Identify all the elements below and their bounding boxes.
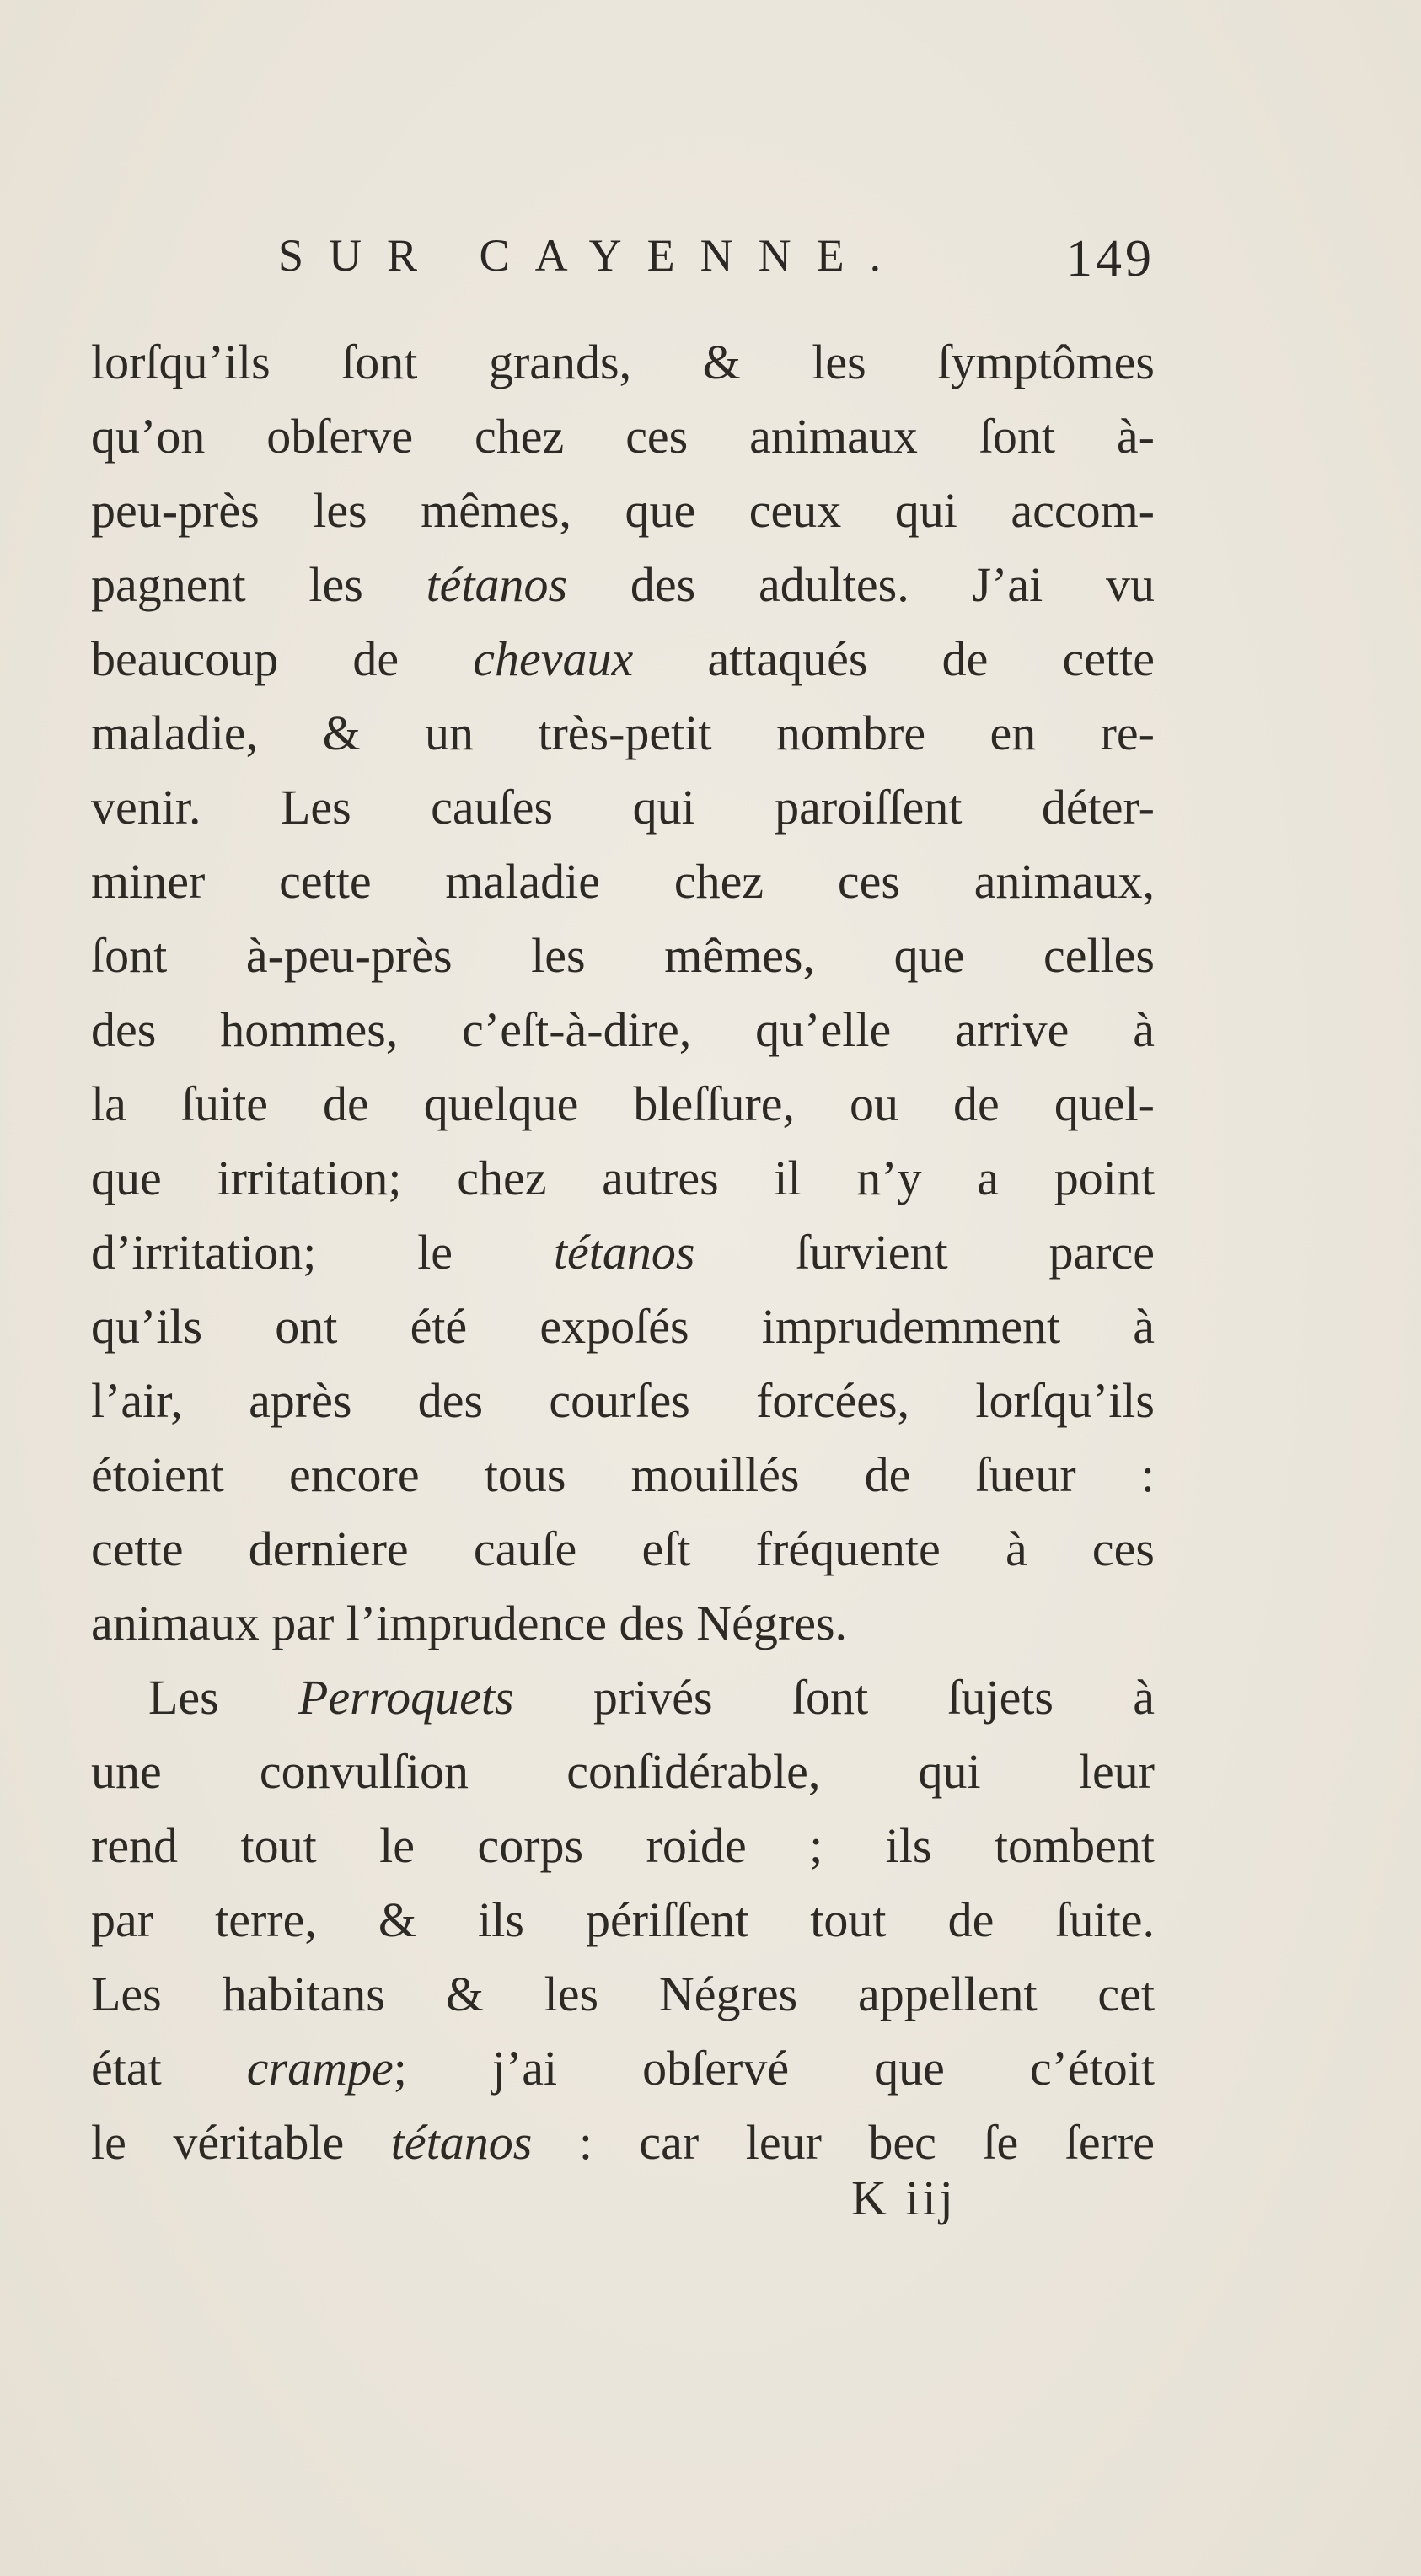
page-number: 149 <box>1066 230 1155 287</box>
text-segment: par terre, & ils périſſent tout de ſuite. <box>91 1892 1155 1947</box>
text-line <box>91 1661 1155 1735</box>
text-line <box>91 1067 1155 1141</box>
text-line <box>91 474 1155 548</box>
italic-term: crampe <box>246 2041 394 2096</box>
text-line <box>91 325 1155 400</box>
text-segment: cette derniere cauſe eſt fréquente à ces <box>91 1521 1155 1576</box>
text-line <box>91 1364 1155 1438</box>
text-line <box>91 2106 1155 2180</box>
text-line <box>91 2031 1155 2106</box>
text-segment: que irritation; chez autres il n’y a point <box>91 1151 1155 1205</box>
text-line <box>91 1586 1155 1661</box>
running-title: SUR CAYENNE. <box>278 230 907 281</box>
text-line <box>91 1735 1155 1809</box>
text-segment: qu’on obſerve chez ces animaux ſont à- <box>91 409 1155 464</box>
text-line <box>91 919 1155 993</box>
italic-term: tétanos <box>390 2115 533 2170</box>
text-segment: une convulſion conſidérable, qui leur <box>91 1744 1155 1799</box>
italic-term: chevaux <box>473 631 634 686</box>
text-line <box>91 1290 1155 1364</box>
text-segment: la ſuite de quelque bleſſure, ou de quel- <box>91 1076 1155 1131</box>
page-header <box>278 229 1155 314</box>
text-line <box>91 1883 1155 1957</box>
text-segment: animaux par l’imprudence des Négres. <box>91 1596 848 1650</box>
text-segment: privés ſont ſujets à <box>513 1670 1155 1725</box>
italic-term: tétanos <box>553 1225 695 1280</box>
text-segment: miner cette maladie chez ces animaux, <box>91 854 1155 909</box>
text-segment: Les habitans & les Négres appellent cet <box>91 1967 1155 2021</box>
text-line <box>91 1216 1155 1290</box>
text-segment: d’irritation; le <box>91 1225 554 1280</box>
text-segment: qu’ils ont été expoſés imprudemment à <box>91 1299 1155 1354</box>
text-segment: ſont à-peu-près les mêmes, que celles <box>91 928 1155 983</box>
text-segment: des hommes, c’eſt-à-dire, qu’elle arrive à <box>91 1002 1155 1057</box>
text-segment: état <box>91 2041 247 2096</box>
text-segment: Les <box>148 1670 298 1725</box>
text-line <box>91 1957 1155 2031</box>
text-line <box>91 400 1155 474</box>
text-segment: le véritable <box>91 2115 391 2170</box>
text-line <box>91 1141 1155 1216</box>
text-segment: venir. Les cauſes qui paroiſſent déter- <box>91 780 1155 835</box>
text-line <box>91 696 1155 770</box>
text-line <box>91 993 1155 1067</box>
text-segment: ſurvient parce <box>694 1225 1155 1280</box>
body-text <box>91 325 1155 2180</box>
italic-term: Perroquets <box>298 1670 514 1725</box>
text-segment: des adultes. J’ai vu <box>567 557 1156 612</box>
text-line <box>91 770 1155 845</box>
text-segment: ; j’ai obſervé que c’étoit <box>393 2041 1156 2096</box>
signature-mark: K iij <box>851 2171 957 2225</box>
text-segment: : car leur bec ſe ſerre <box>532 2115 1155 2170</box>
text-line <box>91 1809 1155 1883</box>
text-line <box>91 1438 1155 1512</box>
text-line <box>91 845 1155 919</box>
text-segment: maladie, & un très-petit nombre en re- <box>91 706 1155 760</box>
text-segment: rend tout le corps roide ; ils tombent <box>91 1818 1155 1873</box>
text-segment: étoient encore tous mouillés de ſueur : <box>91 1447 1155 1502</box>
text-segment: lorſqu’ils ſont grands, & les ſymptômes <box>91 335 1155 389</box>
text-segment: attaqués de cette <box>633 631 1155 686</box>
italic-term: tétanos <box>426 557 568 612</box>
text-line <box>91 548 1155 622</box>
text-segment: beaucoup de <box>91 631 474 686</box>
text-line <box>91 622 1155 696</box>
text-segment: pagnent les <box>91 557 426 612</box>
text-segment: l’air, après des courſes forcées, lorſqu’ils <box>91 1373 1155 1428</box>
text-segment: peu-près les mêmes, que ceux qui accom- <box>91 483 1155 538</box>
text-line <box>91 1512 1155 1586</box>
